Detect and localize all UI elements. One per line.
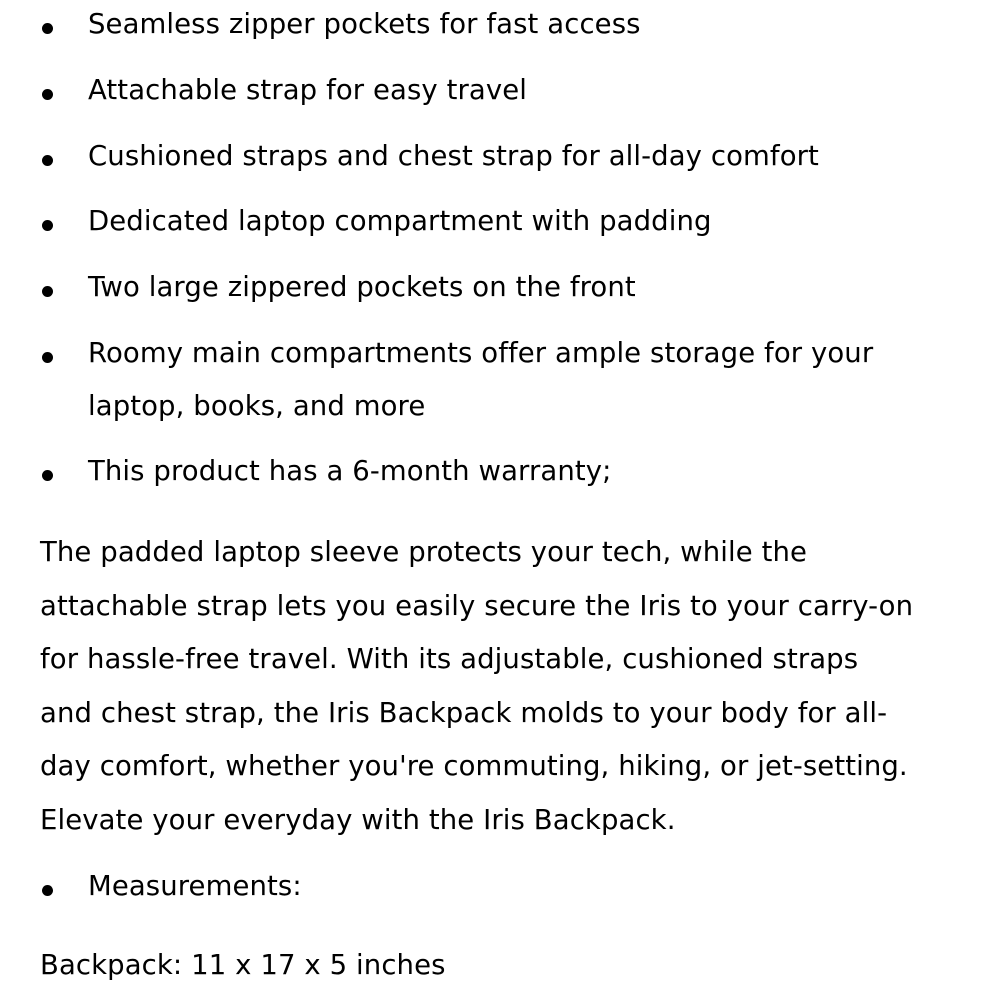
list-item-text: Cushioned straps and chest strap for all-day comfort — [88, 140, 819, 172]
bullet-icon — [42, 352, 53, 363]
list-item-text: Two large zippered pockets on the front — [88, 271, 636, 303]
list-item-text-continued: laptop, books, and more — [88, 390, 426, 422]
backpack-dimensions — [40, 939, 1000, 993]
list-item-text: Attachable strap for easy travel — [88, 74, 528, 106]
description-line: The padded laptop sleeve protects your tech, while the — [40, 536, 808, 568]
bullet-icon — [42, 470, 53, 481]
list-item-text: This product has a 6-month warranty; — [88, 455, 612, 487]
bullet-icon — [42, 885, 53, 896]
bullet-icon — [42, 155, 53, 166]
list-item-text: Dedicated laptop compartment with padding — [88, 205, 712, 237]
list-item-text: Roomy main compartments offer ample storage for your — [88, 337, 874, 369]
list-item-text: Seamless zipper pockets for fast access — [88, 8, 641, 40]
measurements-label: Measurements: — [88, 870, 302, 902]
bullet-icon — [42, 286, 53, 297]
description-line: Elevate your everyday with the Iris Backpack. — [40, 803, 676, 836]
bullet-icon — [42, 220, 53, 231]
description-line: day comfort, whether you're commuting, hiking, or jet-setting. — [40, 750, 908, 782]
bullet-icon — [42, 23, 53, 34]
description-line: for hassle-free travel. With its adjustable, cushioned straps — [40, 643, 859, 675]
backpack-dimensions-text: Backpack: 11 x 17 x 5 inches — [40, 949, 446, 981]
description-paragraph — [40, 526, 1000, 847]
description-line: attachable strap lets you easily secure the Iris to your carry-on — [40, 589, 914, 622]
description-line: and chest strap, the Iris Backpack molds to your body for all- — [40, 696, 888, 729]
bullet-icon — [42, 89, 53, 100]
